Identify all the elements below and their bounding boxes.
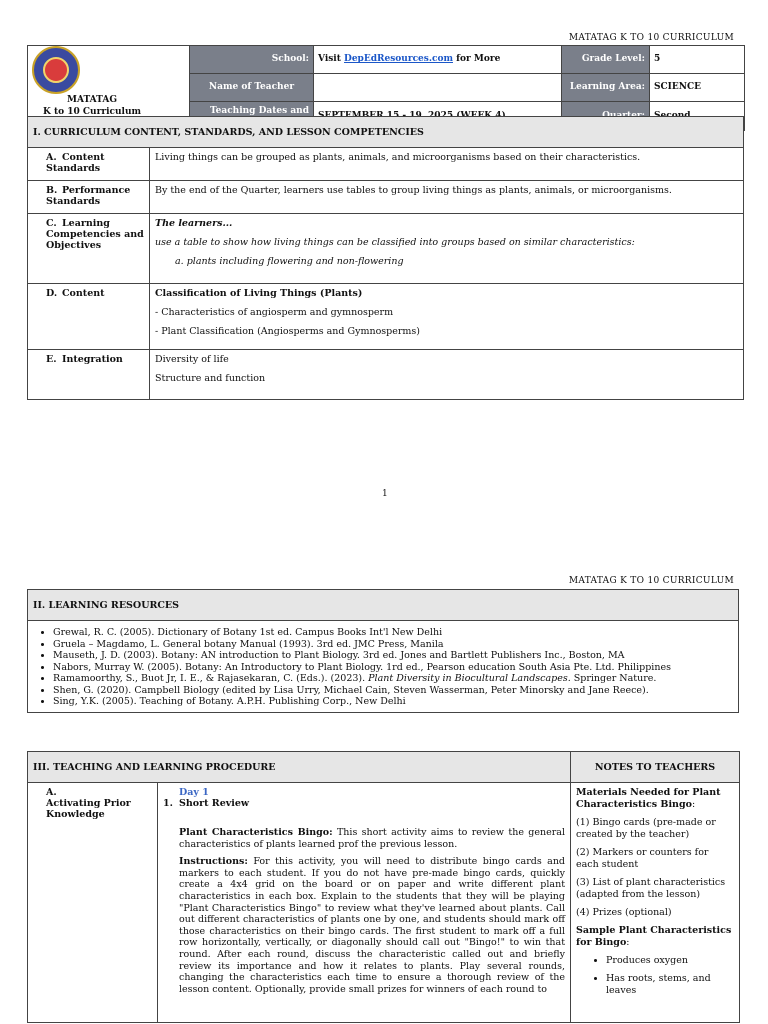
- grade-level-label: Grade Level:: [562, 46, 650, 74]
- grade-level-value: 5: [650, 46, 745, 74]
- content-standards-label: A. Content Standards: [28, 148, 150, 181]
- content-item-2: - Plant Classification (Angiosperms and Gymnosperms): [155, 326, 421, 337]
- sample-item: • Produces oxygen: [606, 955, 734, 967]
- resource-item: • Sing, Y.K. (2005). Teaching of Botany. A.P.H. Publishing Corp., New Delhi: [53, 696, 733, 708]
- school-value: Visit DepEdResources.com for More: [314, 46, 562, 74]
- sample-item: • Has roots, stems, and leaves: [606, 973, 734, 997]
- section-2-title: II. LEARNING RESOURCES: [28, 590, 739, 621]
- integration-item-2: Structure and function: [155, 373, 266, 384]
- school-label: School:: [190, 46, 314, 74]
- curriculum-header-tag: MATATAG K TO 10 CURRICULUM: [568, 33, 734, 43]
- learning-area-label: Learning Area:: [562, 73, 650, 101]
- integration-text: [150, 350, 744, 400]
- resource-item: • Nabors, Murray W. (2005). Botany: An Introductory to Plant Biology. 1rd ed., Pearson education South Asia Pte. Ltd. Philippines: [53, 662, 733, 674]
- procedure-content: [158, 783, 571, 1023]
- logo-text: MATATAG K to 10 Curriculum: [42, 95, 142, 117]
- resource-item: • Shen, G. (2020). Campbell Biology (edited by Lisa Urry, Michael Cain, Steven Wasserman, Peter Minorsky and Jane Reece).: [53, 685, 733, 697]
- competency-sub: a. plants including flowering and non-flowering: [175, 256, 404, 267]
- step-title: 1. Short Review: [163, 798, 250, 809]
- learning-resources-table: [27, 589, 739, 713]
- depedresources-link[interactable]: DepEdResources.com: [344, 54, 453, 65]
- resources-list-cell: [28, 621, 739, 713]
- material-item: (1) Bingo cards (pre-made or created by the teacher): [576, 817, 716, 840]
- content-title: Classification of Living Things (Plants): [155, 288, 363, 299]
- teaching-dates-label: Teaching Dates and: [190, 101, 314, 130]
- teacher-value: [314, 73, 562, 101]
- content-item-1: - Characteristics of angiosperm and gymnosperm: [155, 307, 394, 318]
- teaching-procedure-table: [27, 751, 740, 1023]
- resource-item: • Ramamoorthy, S., Buot Jr, I. E., & Rajasekaran, C. (Eds.). (2023). Plant Diversity in Biocultural Landscapes. Springer Nature.: [53, 673, 733, 685]
- resource-item: • Gruela – Magdamo, L. General botany Manual (1993). 3rd ed. JMC Press, Manila: [53, 639, 733, 651]
- section-3-title: III. TEACHING AND LEARNING PROCEDURE: [28, 752, 571, 783]
- materials-title: Materials Needed for Plant Characteristics Bingo:: [576, 787, 721, 810]
- curriculum-content-table: [27, 116, 744, 400]
- learners-intro: The learners...: [155, 218, 233, 229]
- deped-seal-icon: [32, 46, 80, 94]
- competency-text: use a table to show how living things can be classified into groups based on similar characteristics:: [155, 237, 635, 248]
- integration-label: E. Integration: [28, 350, 150, 400]
- content-standards-text: Living things can be grouped as plants, animals, and microorganisms based on their characteristics.: [150, 148, 744, 181]
- notes-to-teachers-title: NOTES TO TEACHERS: [571, 752, 740, 783]
- material-item: (4) Prizes (optional): [576, 907, 672, 918]
- content-text: [150, 284, 744, 350]
- content-label: D. Content: [28, 284, 150, 350]
- bingo-description: Plant Characteristics Bingo: This short activity aims to review the general characteristics of plants learned prof the previous lesson.: [179, 827, 565, 850]
- activating-prior-knowledge-label: A.Activating Prior Knowledge: [28, 783, 158, 1023]
- integration-item-1: Diversity of life: [155, 354, 229, 365]
- performance-standards-label: B. Performance Standards: [28, 181, 150, 214]
- resource-item: • Grewal, R. C. (2005). Dictionary of Botany 1st ed. Campus Books Int'l New Delhi: [53, 627, 733, 639]
- resources-list: [33, 627, 733, 708]
- material-item: (2) Markers or counters for each student: [576, 847, 709, 870]
- learning-area-value: SCIENCE: [650, 73, 745, 101]
- day-label: Day 1: [179, 787, 209, 798]
- learning-competencies-text: [150, 214, 744, 284]
- instructions-text: Instructions: For this activity, you will need to distribute bingo cards and markers to each student. If you do not have pre-made bingo cards, quickly create a 4x4 grid on the board or on paper and write different plant characteristics in each box. Explain to the students that they will be playing "Plant Characteristics Bingo" to review what they've learned about plants. Call out different characteristics of plants one by one, and students should mark off those characteristics on their bingo cards. The first student to mark off a full row horizontally, vertically, or diagonally should call out "Bingo!" to win that round. After each round, discuss the characteristic called out and briefly review its importance and how it relates to plants. Play several rounds, changing the characteristics each time to ensure a thorough review of the lesson content. Optionally, provide small prizes for winners of each round to: [179, 856, 566, 995]
- sample-list: [576, 955, 734, 997]
- section-1-title: I. CURRICULUM CONTENT, STANDARDS, AND LESSON COMPETENCIES: [28, 117, 744, 148]
- material-item: (3) List of plant characteristics (adapted from the lesson): [576, 877, 726, 900]
- resource-item: • Mauseth, J. D. (2003). Botany: AN introduction to Plant Biology. 3rd ed. Jones and Bartlett Publishers Inc., Boston, MA: [53, 650, 733, 662]
- performance-standards-text: By the end of the Quarter, learners use tables to group living things as plants, animals, or microorganisms.: [150, 181, 744, 214]
- sample-title: Sample Plant Characteristics for Bingo:: [576, 925, 732, 948]
- notes-content: [571, 783, 740, 1023]
- learning-competencies-label: C. Learning Competencies and Objectives: [28, 214, 150, 284]
- teacher-label: Name of Teacher: [190, 73, 314, 101]
- curriculum-header-tag-2: MATATAG K TO 10 CURRICULUM: [568, 576, 734, 586]
- page-number: 1: [382, 489, 388, 499]
